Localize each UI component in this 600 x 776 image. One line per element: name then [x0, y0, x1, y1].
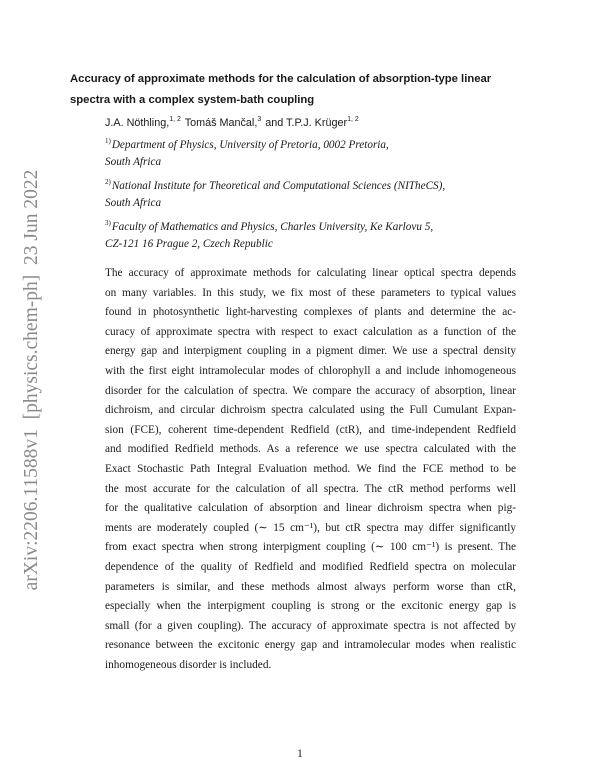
- affiliation-line: CZ-121 16 Prague 2, Czech Republic: [105, 237, 273, 250]
- affiliation-mark: 3): [105, 219, 111, 228]
- abstract-line: curacy of approximate spectra with respect to exact calculation as a function of the: [105, 325, 516, 338]
- author-name: J.A. Nöthling,: [105, 117, 170, 129]
- abstract-line: small (for a given coupling). The accuracy of approximate spectra is not affected by: [105, 619, 516, 632]
- author-affiliation-mark: 3: [257, 116, 262, 123]
- abstract-line: inhomogeneous disorder is included.: [105, 658, 272, 671]
- author-list: [105, 112, 360, 131]
- author-name: and T.P.J. Krüger: [265, 117, 348, 129]
- abstract-line: on many variables. In this study, we fix most of these parameters to typical values: [105, 286, 516, 299]
- affiliation-mark: 2): [105, 178, 111, 187]
- abstract-line: from exact spectra when strong interpigment coupling (∼ 100 cm⁻¹) is present. The: [105, 541, 516, 554]
- affiliation-line: $^{1)}$Department of Physics, University of Pretoria, 0002 Pretoria,: [105, 137, 389, 151]
- title-line: spectra with a complex system-bath coupling: [70, 94, 315, 106]
- abstract-line: sion (FCE), coherent time-dependent Redfield (ctR), and time-independent Redfield: [105, 423, 516, 436]
- arxiv-identifier-stamp: [18, 160, 46, 600]
- abstract-line: found in photosynthetic light-harvesting complexes of plants and determine the ac-: [105, 306, 516, 319]
- affiliation-line: South Africa: [105, 155, 162, 168]
- abstract-line: for the qualitative calculation of absorption and linear dichroism spectra when pig-: [105, 502, 516, 515]
- abstract-line: dichroism, and circular dichroism spectra calculated using the Full Cumulant Expan-: [105, 404, 516, 417]
- arxiv-id: arXiv:2206.11588v1: [21, 429, 42, 591]
- affiliation-line: South Africa: [105, 196, 162, 209]
- affiliations: [105, 131, 545, 255]
- author-name: Tomáš Mančal,: [184, 117, 258, 129]
- abstract-line: dependence of the quality of Redfield and modified Redfield spectra on molecular: [105, 560, 516, 573]
- abstract-line: disorder for the calculation of spectra. We compare the accuracy of absorption, linear: [105, 384, 516, 397]
- abstract-line: parameters is similar, and these methods almost always perform worse than ctR,: [105, 580, 516, 593]
- abstract-line: the most accurate for the calculation of all spectra. The ctR method performs well: [105, 482, 516, 495]
- abstract-line: especially when the interpigment coupling is strong or the excitonic energy gap is: [105, 600, 516, 613]
- author-affiliation-mark: 1, 2: [169, 116, 181, 123]
- paper-title: [70, 69, 540, 111]
- abstract-line: ments are moderately coupled (∼ 15 cm⁻¹), but ctR spectra may differ significantly: [105, 521, 516, 534]
- affiliation-line: $^{3)}$Faculty of Mathematics and Physics, Charles University, Ke Karlovu 5,: [105, 219, 434, 234]
- abstract-line: resonance between the excitonic energy gap and intramolecular modes when realistic: [105, 639, 516, 652]
- abstract-line: energy gap and interpigment coupling in a pigment dimer. We use a spectral density: [105, 345, 516, 358]
- page-number: 1: [297, 748, 303, 760]
- affiliation-mark: 1): [105, 137, 111, 145]
- title-line: Accuracy of approximate methods for the calculation of absorption-type linear: [70, 73, 492, 85]
- affiliation-line: $^{2)}$National Institute for Theoretical and Computational Sciences (NITheCS),: [105, 178, 446, 193]
- arxiv-category: [physics.chem-ph]: [21, 274, 42, 420]
- abstract-line: The accuracy of approximate methods for calculating linear optical spectra depends: [105, 267, 516, 279]
- abstract-line: with the first eight intramolecular modes of chlorophyll a and include inhomogeneous: [105, 364, 516, 377]
- abstract-line: and modified Redfield methods. As a reference we use spectra calculated with the: [105, 443, 516, 456]
- abstract-line: Exact Stochastic Path Integral Evaluation method. We find the FCE method to be: [105, 462, 516, 475]
- author-affiliation-mark: 1, 2: [347, 116, 359, 123]
- arxiv-date: 23 Jun 2022: [21, 169, 42, 266]
- abstract: [105, 264, 516, 675]
